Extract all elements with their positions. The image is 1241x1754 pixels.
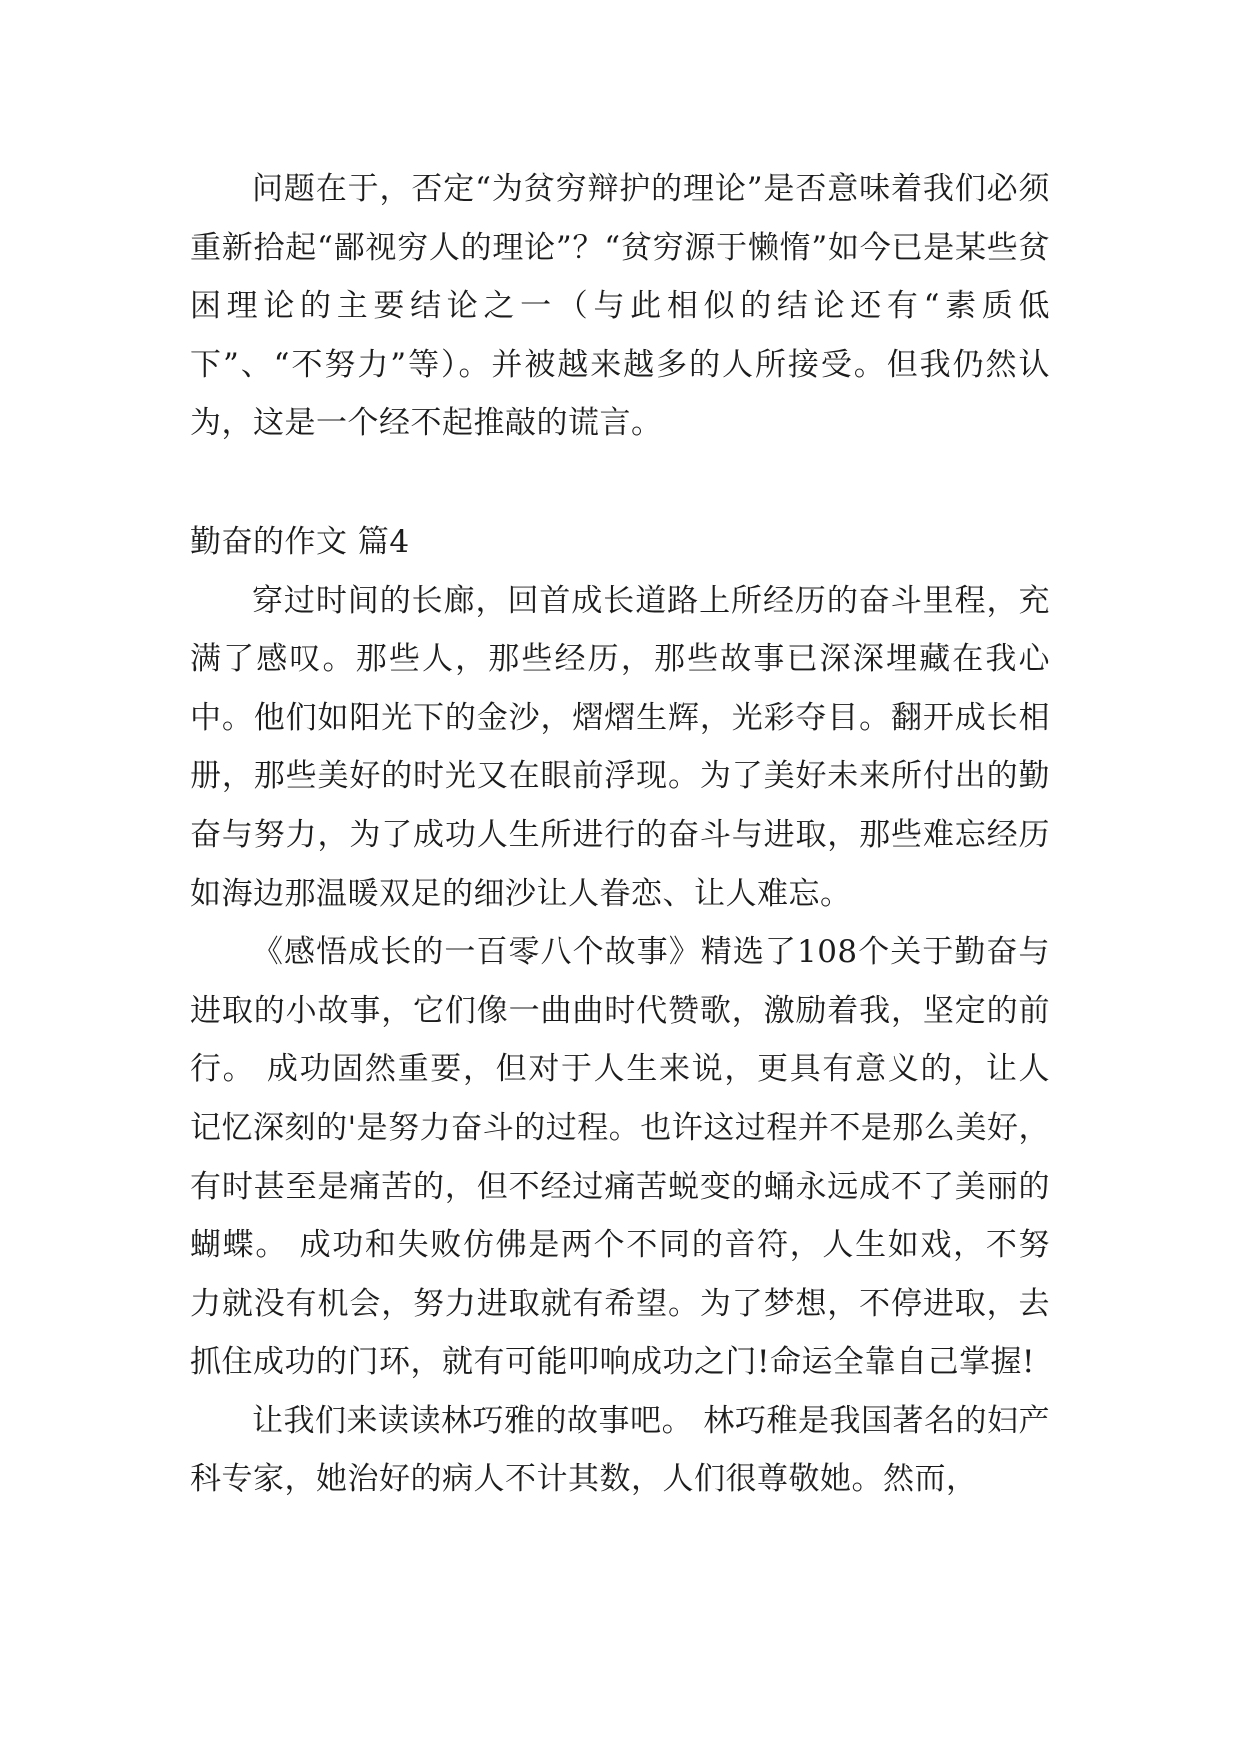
paragraph-growth-memories: 穿过时间的长廊，回首成长道路上所经历的奋斗里程，充满了感叹。那些人，那些经历，那些故事已深深埋藏在我心中。他们如阳光下的金沙，熠熠生辉，光彩夺目。翻开成长相册，那些美好的时光又在眼前浮现。为了美好未来所付出的勤奋与努力，为了成功人生所进行的奋斗与进取，那些难忘经历如海边那温暖双足的细沙让人眷恋、让人难忘。 bbox=[190, 582, 1050, 912]
document-body bbox=[190, 160, 1050, 1509]
paragraph-poverty-theory: 问题在于，否定“为贫穷辩护的理论”是否意味着我们必须重新拾起“鄙视穷人的理论”？“贫穷源于懒惰”如今已是某些贫困理论的主要结论之一（与此相似的结论还有“素质低下”、“不努力”等）。并被越来越多的人所接受。但我仍然认为，这是一个经不起推敲的谎言。 bbox=[190, 171, 1050, 442]
section-heading: 勤奋的作文 篇4 bbox=[190, 523, 410, 560]
paragraph-book-stories: 《感悟成长的一百零八个故事》精选了108个关于勤奋与进取的小故事，它们像一曲曲时代赞歌，激励着我，坚定的前行。 成功固然重要，但对于人生来说，更具有意义的，让人记忆深刻的'是努力奋斗的过程。也许这过程并不是那么美好，有时甚至是痛苦的，但不经过痛苦蜕变的蛹永远成不了美丽的蝴蝶。 成功和失败仿佛是两个不同的音符，人生如戏，不努力就没有机会，努力进取就有希望。为了梦想，不停进取，去抓住成功的门环，就有可能叩响成功之门!命运全靠自己掌握! bbox=[190, 934, 1050, 1381]
paragraph-lin-qiaozhi: 让我们来读读林巧雅的故事吧。 林巧稚是我国著名的妇产科专家，她治好的病人不计其数，人们很尊敬她。然而， bbox=[190, 1402, 1050, 1498]
